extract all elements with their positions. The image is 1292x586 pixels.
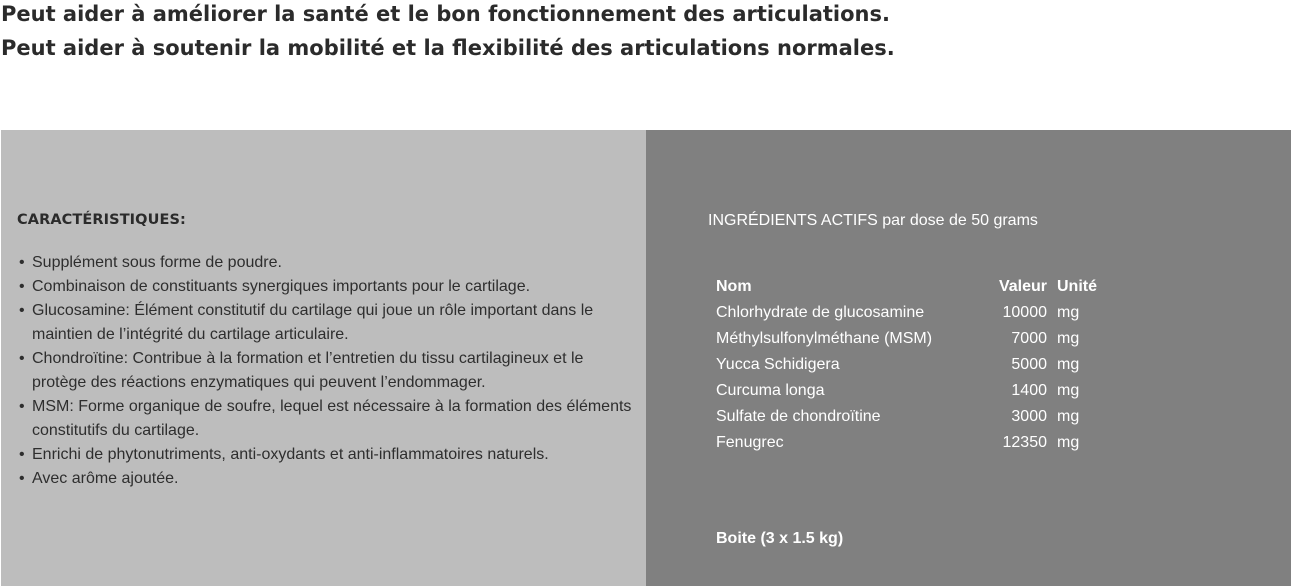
ingredients-table bbox=[716, 274, 1107, 456]
feature-text: Avec arôme ajoutée. bbox=[32, 470, 179, 487]
feature-text: Glucosamine: Élément constitutif du cartilage qui joue un rôle important dans le maintien de l’intégrité du cartilage articulaire. bbox=[32, 302, 594, 343]
ingredient-value: 10000 bbox=[1002, 304, 1047, 321]
table-row bbox=[716, 404, 1107, 430]
ingredient-value: 12350 bbox=[1002, 434, 1047, 451]
feature-text: MSM: Forme organique de soufre, lequel est nécessaire à la formation des éléments constitutifs du cartilage. bbox=[32, 398, 632, 439]
feature-item bbox=[17, 395, 639, 443]
header-unit: Unité bbox=[1057, 278, 1097, 295]
table-row bbox=[716, 300, 1107, 326]
features-title: CARACTÉRISTIQUES: bbox=[17, 212, 186, 228]
ingredient-name: Fenugrec bbox=[716, 434, 784, 451]
table-header-row bbox=[716, 274, 1107, 300]
ingredients-panel bbox=[646, 130, 1291, 586]
bullet-icon: • bbox=[19, 470, 25, 487]
bullet-icon: • bbox=[19, 254, 25, 271]
features-panel bbox=[1, 130, 646, 586]
ingredient-unit: mg bbox=[1057, 330, 1080, 347]
ingredient-value: 7000 bbox=[1011, 330, 1047, 347]
bullet-icon: • bbox=[19, 398, 25, 415]
header-name: Nom bbox=[716, 278, 752, 295]
bullet-icon: • bbox=[19, 446, 25, 463]
ingredient-unit: mg bbox=[1057, 356, 1080, 373]
ingredient-value: 5000 bbox=[1011, 356, 1047, 373]
ingredient-name: Méthylsulfonylméthane (MSM) bbox=[716, 330, 933, 347]
ingredient-name: Curcuma longa bbox=[716, 382, 825, 399]
headline-block bbox=[1, 0, 1291, 65]
bullet-icon: • bbox=[19, 350, 25, 367]
feature-item bbox=[17, 347, 639, 395]
headline-mobility: Peut aider à soutenir la mobilité et la flexibilité des articulations normales. bbox=[1, 36, 895, 60]
ingredient-value: 1400 bbox=[1011, 382, 1047, 399]
feature-text: Enrichi de phytonutriments, anti-oxydants et anti-inflammatoires naturels. bbox=[32, 446, 549, 463]
bullet-icon: • bbox=[19, 302, 25, 319]
bullet-icon: • bbox=[19, 278, 25, 295]
ingredient-unit: mg bbox=[1057, 434, 1080, 451]
features-list bbox=[17, 251, 639, 491]
ingredient-name: Sulfate de chondroïtine bbox=[716, 408, 881, 425]
ingredient-value: 3000 bbox=[1011, 408, 1047, 425]
feature-item bbox=[17, 299, 639, 347]
feature-text: Combinaison de constituants synergiques importants pour le cartilage. bbox=[32, 278, 531, 295]
table-row bbox=[716, 430, 1107, 456]
package-label: Boite (3 x 1.5 kg) bbox=[716, 530, 844, 547]
header-value: Valeur bbox=[998, 278, 1047, 295]
feature-item bbox=[17, 443, 639, 467]
ingredient-unit: mg bbox=[1057, 304, 1080, 321]
feature-text: Supplément sous forme de poudre. bbox=[32, 254, 282, 271]
feature-item bbox=[17, 275, 639, 299]
ingredient-unit: mg bbox=[1057, 382, 1080, 399]
headline-health: Peut aider à améliorer la santé et le bon fonctionnement des articulations. bbox=[1, 2, 890, 26]
table-row bbox=[716, 326, 1107, 352]
feature-text: Chondroïtine: Contribue à la formation et l’entretien du tissu cartilagineux et le protège des réactions enzymatiques qui peuvent l’endommager. bbox=[32, 350, 584, 391]
product-info-panels bbox=[1, 130, 1291, 586]
ingredient-name: Chlorhydrate de glucosamine bbox=[716, 304, 925, 321]
feature-item bbox=[17, 467, 639, 491]
ingredient-unit: mg bbox=[1057, 408, 1080, 425]
ingredients-title: INGRÉDIENTS ACTIFS par dose de 50 grams bbox=[708, 212, 1038, 229]
table-row bbox=[716, 352, 1107, 378]
ingredient-name: Yucca Schidigera bbox=[716, 356, 840, 373]
table-row bbox=[716, 378, 1107, 404]
feature-item bbox=[17, 251, 639, 275]
